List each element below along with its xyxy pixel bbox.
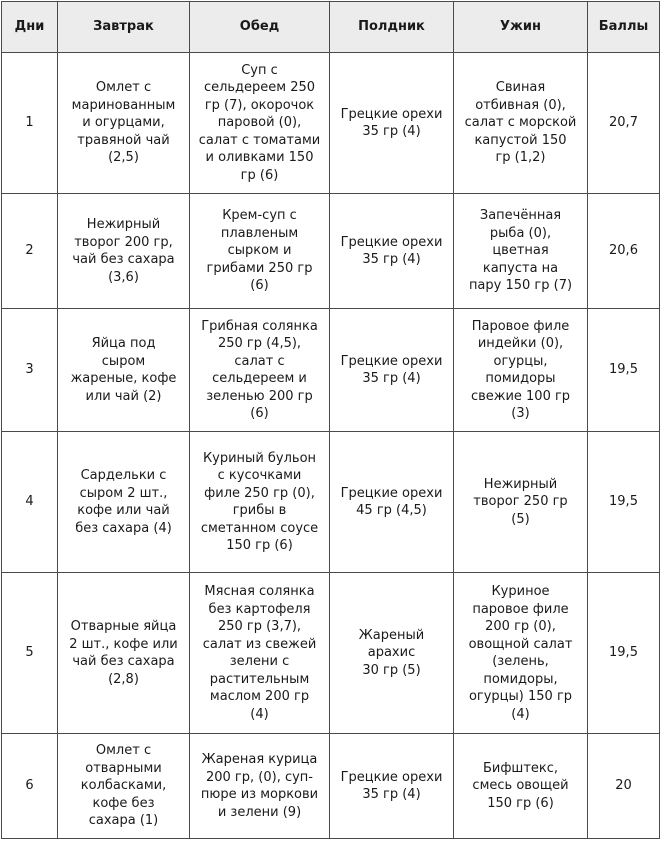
- lunch-text: Куриный бульон с кусочками филе 250 гр (0), грибы в сметанном соусе 150 гр (6): [200, 450, 319, 553]
- breakfast-cell: [58, 194, 190, 309]
- snack-text: Грецкие орехи 35 гр (4): [340, 769, 443, 802]
- snack-cell: [330, 194, 454, 309]
- dinner-text: Бифштекс, смесь овощей 150 гр (6): [472, 760, 569, 811]
- points-value: 20: [615, 778, 632, 794]
- table-row: [2, 432, 660, 573]
- day-number: 1: [25, 115, 34, 131]
- dinner-text: Свиная отбивная (0), салат с морской капустой 150 гр (1,2): [464, 80, 577, 166]
- points-cell: [588, 53, 660, 194]
- points-cell: [588, 309, 660, 432]
- column-header-snack: Полдник: [330, 2, 454, 53]
- snack-cell: [330, 53, 454, 194]
- snack-text: Грецкие орехи 35 гр (4): [340, 353, 443, 386]
- dinner-text: Паровое филе индейки (0), огурцы, помидоры свежие 100 гр (3): [470, 318, 571, 421]
- snack-cell: [330, 309, 454, 432]
- points-cell: [588, 734, 660, 839]
- snack-text: Грецкие орехи 45 гр (4,5): [340, 485, 443, 518]
- dinner-cell: [454, 53, 588, 194]
- column-header-days: Дни: [2, 2, 58, 53]
- header-row: [2, 2, 660, 53]
- snack-text: Грецкие орехи 35 гр (4): [340, 234, 443, 267]
- snack-text: Жареный арахис 30 гр (5): [358, 627, 425, 678]
- lunch-cell: [190, 734, 330, 839]
- breakfast-text: Нежирный творог 200 гр, чай без сахара (3,6): [72, 217, 175, 285]
- points-cell: [588, 194, 660, 309]
- column-header-lunch: Обед: [190, 2, 330, 53]
- lunch-text: Крем-суп с плавленым сырком и грибами 250 гр (6): [206, 208, 313, 294]
- day-cell: [2, 194, 58, 309]
- day-cell: [2, 573, 58, 734]
- dinner-cell: [454, 573, 588, 734]
- snack-text: Грецкие орехи 35 гр (4): [340, 106, 443, 139]
- column-header-dinner: Ужин: [454, 2, 588, 53]
- lunch-cell: [190, 53, 330, 194]
- day-cell: [2, 53, 58, 194]
- lunch-text: Суп с сельдереем 250 гр (7), окорочок паровой (0), салат с томатами и оливками 150 гр (6): [198, 62, 321, 183]
- dinner-cell: [454, 194, 588, 309]
- breakfast-text: Яйца под сыром жареные, кофе или чай (2): [70, 336, 177, 404]
- breakfast-text: Омлет с маринованным и огурцами, травяной чай (2,5): [71, 80, 176, 166]
- points-value: 19,5: [609, 494, 638, 510]
- dinner-cell: [454, 309, 588, 432]
- snack-cell: [330, 734, 454, 839]
- lunch-cell: [190, 573, 330, 734]
- day-cell: [2, 309, 58, 432]
- day-cell: [2, 734, 58, 839]
- column-header-points: Баллы: [588, 2, 660, 53]
- points-value: 19,5: [609, 645, 638, 661]
- dinner-cell: [454, 432, 588, 573]
- points-value: 19,5: [609, 362, 638, 378]
- day-number: 3: [25, 362, 34, 378]
- breakfast-cell: [58, 573, 190, 734]
- table-row: [2, 309, 660, 432]
- points-value: 20,7: [609, 115, 638, 131]
- lunch-cell: [190, 432, 330, 573]
- lunch-cell: [190, 309, 330, 432]
- breakfast-cell: [58, 53, 190, 194]
- dinner-text: Нежирный творог 250 гр (5): [473, 476, 568, 527]
- points-cell: [588, 432, 660, 573]
- snack-cell: [330, 432, 454, 573]
- breakfast-cell: [58, 432, 190, 573]
- lunch-text: Жареная курица 200 гр, (0), суп- пюре из моркови и зелени (9): [200, 752, 319, 820]
- day-number: 6: [25, 778, 34, 794]
- dinner-text: Куриное паровое филе 200 гр (0), овощной салат (зелень, помидоры, огурцы) 150 гр (4): [468, 584, 573, 722]
- breakfast-text: Отварные яйца 2 шт., кофе или чай без сахара (2,8): [69, 619, 178, 687]
- lunch-text: Грибная солянка 250 гр (4,5), салат с сельдереем и зеленью 200 гр (6): [201, 318, 318, 421]
- points-cell: [588, 573, 660, 734]
- table-row: [2, 53, 660, 194]
- column-header-breakfast: Завтрак: [58, 2, 190, 53]
- lunch-text: Мясная солянка без картофеля 250 гр (3,7), салат из свежей зелени с растительным маслом 200 гр (4): [202, 584, 317, 722]
- table-row: [2, 573, 660, 734]
- lunch-cell: [190, 194, 330, 309]
- day-cell: [2, 432, 58, 573]
- meal-plan-table: [1, 1, 660, 839]
- table-row: [2, 194, 660, 309]
- breakfast-text: Омлет с отварными колбасками, кофе без сахара (1): [80, 743, 167, 829]
- points-value: 20,6: [609, 243, 638, 259]
- breakfast-cell: [58, 734, 190, 839]
- dinner-text: Запечённая рыба (0), цветная капуста на пару 150 гр (7): [468, 208, 573, 294]
- table-row: [2, 734, 660, 839]
- snack-cell: [330, 573, 454, 734]
- day-number: 2: [25, 243, 34, 259]
- dinner-cell: [454, 734, 588, 839]
- breakfast-cell: [58, 309, 190, 432]
- day-number: 4: [25, 494, 34, 510]
- day-number: 5: [25, 645, 34, 661]
- breakfast-text: Сардельки с сыром 2 шт., кофе или чай без сахара (4): [75, 468, 172, 536]
